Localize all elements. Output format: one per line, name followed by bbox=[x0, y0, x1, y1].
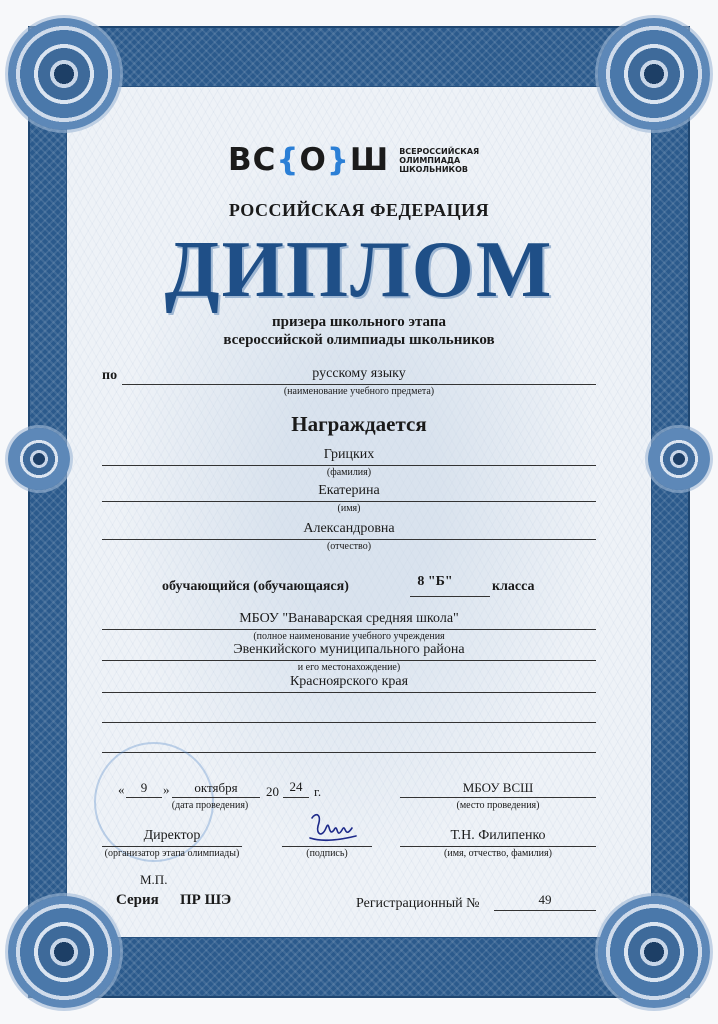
logo-mark: ВС{О}Ш bbox=[228, 142, 390, 178]
name-value: Екатерина bbox=[318, 483, 380, 498]
side-rosette-left bbox=[8, 428, 70, 490]
registration-value: 49 bbox=[538, 892, 552, 907]
date-month: октября bbox=[194, 780, 238, 795]
date-year-suffix: г. bbox=[314, 784, 322, 799]
school-value-1: МБОУ "Ванаварская средняя школа" bbox=[239, 611, 459, 626]
date-caption: (дата проведения) bbox=[171, 800, 249, 811]
diploma-title: ДИПЛОМ bbox=[164, 226, 554, 314]
signatory-name-caption: (имя, отчество, фамилия) bbox=[444, 848, 552, 859]
school-value-2: Эвенкийского муниципального района bbox=[233, 642, 465, 657]
signature-caption: (подпись) bbox=[306, 848, 348, 859]
role-line bbox=[102, 846, 242, 847]
venue-caption: (место проведения) bbox=[456, 800, 540, 811]
date-day: 9 bbox=[140, 780, 148, 795]
class-prefix: обучающийся (обучающаяся) bbox=[162, 579, 349, 594]
class-suffix: класса bbox=[492, 579, 535, 594]
olympiad-logo bbox=[228, 140, 499, 180]
class-value: 8 "Б" bbox=[417, 574, 453, 589]
name-caption: (имя) bbox=[337, 503, 361, 514]
patronymic-value: Александровна bbox=[303, 521, 395, 536]
school-caption-1: (полное наименование учебного учреждения bbox=[253, 631, 445, 642]
day-line bbox=[126, 797, 162, 798]
registration-label: Регистрационный № bbox=[356, 896, 480, 911]
date-close-quote: » bbox=[163, 782, 170, 797]
signature-line bbox=[282, 846, 372, 847]
signatory-role: Директор bbox=[143, 828, 201, 843]
school-line-3 bbox=[102, 692, 596, 693]
stamp-label: М.П. bbox=[140, 872, 168, 887]
name-line bbox=[102, 501, 596, 502]
venue-line bbox=[400, 797, 596, 798]
school-caption-2: и его местонахождение) bbox=[297, 662, 401, 673]
month-line bbox=[172, 797, 260, 798]
logo-text: ВСЕРОССИЙСКАЯ ОЛИМПИАДА ШКОЛЬНИКОВ bbox=[399, 146, 480, 174]
surname-caption: (фамилия) bbox=[326, 467, 372, 478]
subtitle-line-2: всероссийской олимпиады школьников bbox=[223, 332, 495, 348]
patronymic-caption: (отчество) bbox=[326, 541, 372, 552]
awarded-heading: Награждается bbox=[291, 412, 427, 436]
surname-value: Грицких bbox=[323, 447, 375, 462]
date-year: 24 bbox=[289, 779, 303, 794]
venue-value: МБОУ ВСШ bbox=[462, 780, 534, 795]
handwritten-signature bbox=[304, 808, 360, 848]
subject-line bbox=[122, 384, 596, 385]
role-caption: (организатор этапа олимпиады) bbox=[104, 848, 240, 859]
series-label: Серия bbox=[116, 892, 159, 908]
side-rosette-right bbox=[648, 428, 710, 490]
subject-caption: (наименование учебного предмета) bbox=[283, 386, 435, 397]
series-value: ПР ШЭ bbox=[180, 892, 232, 908]
blank-line-1 bbox=[102, 722, 596, 723]
corner-rosette-bottom-right bbox=[598, 896, 710, 1008]
corner-rosette-top-left bbox=[8, 18, 120, 130]
signatory-name: Т.Н. Филипенко bbox=[450, 828, 546, 843]
school-line-1 bbox=[102, 629, 596, 630]
year-line bbox=[283, 797, 309, 798]
country-heading: РОССИЙСКАЯ ФЕДЕРАЦИЯ bbox=[228, 200, 490, 220]
subject-value: русскому языку bbox=[312, 366, 406, 381]
subject-prefix: по bbox=[102, 368, 118, 383]
subtitle-line-1: призера школьного этапа bbox=[272, 314, 446, 330]
date-open-quote: « bbox=[118, 782, 125, 797]
name-sign-line bbox=[400, 846, 596, 847]
corner-rosette-bottom-left bbox=[8, 896, 120, 1008]
class-line bbox=[410, 596, 490, 597]
patronymic-line bbox=[102, 539, 596, 540]
school-value-3: Красноярского края bbox=[289, 674, 409, 689]
school-line-2 bbox=[102, 660, 596, 661]
date-year-prefix: 20 bbox=[266, 784, 279, 799]
registration-line bbox=[494, 910, 596, 911]
surname-line bbox=[102, 465, 596, 466]
corner-rosette-top-right bbox=[598, 18, 710, 130]
